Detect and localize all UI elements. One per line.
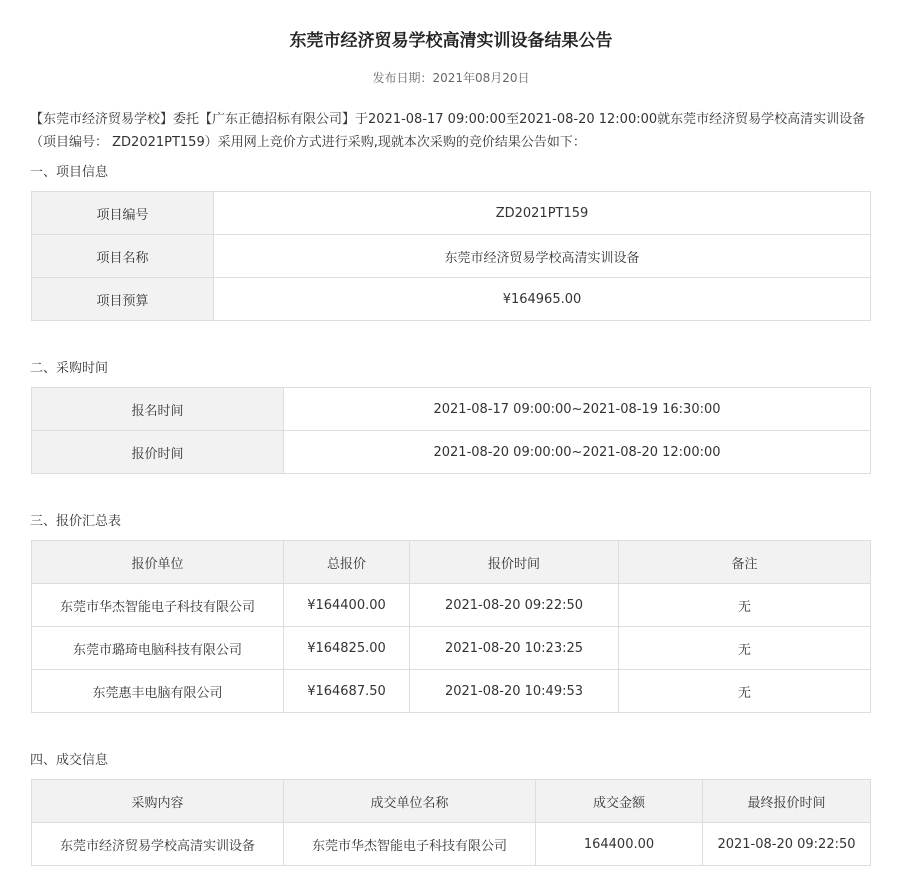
quote-time-label: 报价时间 xyxy=(32,431,284,474)
winning-bidder: 东莞市华杰智能电子科技有限公司 xyxy=(284,823,536,866)
section-heading-quote-summary: 三、报价汇总表 xyxy=(30,514,122,529)
quote-time-value: 2021-08-20 09:00:00~2021-08-20 12:00:00 xyxy=(284,431,871,474)
deal-info-table xyxy=(31,779,871,866)
section-heading-purchase-time: 二、采购时间 xyxy=(30,361,109,376)
bid-time: 2021-08-20 09:22:50 xyxy=(410,584,619,627)
bid-remark: 无 xyxy=(619,584,871,627)
bid-remark: 无 xyxy=(619,670,871,713)
section-heading-deal-info: 四、成交信息 xyxy=(30,753,109,768)
registration-time-value: 2021-08-17 09:00:00~2021-08-19 16:30:00 xyxy=(284,388,871,431)
table-row xyxy=(32,235,871,278)
bid-time: 2021-08-20 10:49:53 xyxy=(410,670,619,713)
table-row xyxy=(32,431,871,474)
project-number-value: ZD2021PT159 xyxy=(214,192,871,235)
bidder-name: 东莞市华杰智能电子科技有限公司 xyxy=(32,584,284,627)
table-row xyxy=(32,278,871,321)
page-title: 东莞市经济贸易学校高清实训设备结果公告 xyxy=(289,31,613,51)
quote-summary-table xyxy=(31,540,871,713)
column-header: 报价单位 xyxy=(32,541,284,584)
project-name-label: 项目名称 xyxy=(32,235,214,278)
table-header-row xyxy=(32,780,871,823)
bid-amount: ¥164825.00 xyxy=(284,627,410,670)
project-name-value: 东莞市经济贸易学校高清实训设备 xyxy=(214,235,871,278)
intro-paragraph: 【东莞市经济贸易学校】委托【广东正德招标有限公司】于2021-08-17 09:00:00至2021-08-20 12:00:00就东莞市经济贸易学校高清实训设备（项目编号： ZD2021PT159）采用网上竞价方式进行采购,现就本次采购的竞价结果公告如下： xyxy=(30,112,866,150)
column-header: 备注 xyxy=(619,541,871,584)
bid-remark: 无 xyxy=(619,627,871,670)
publish-date: 发布日期：2021年08月20日 xyxy=(372,71,530,85)
bid-amount: ¥164400.00 xyxy=(284,584,410,627)
column-header: 成交金额 xyxy=(536,780,703,823)
project-info-table xyxy=(31,191,871,321)
column-header: 总报价 xyxy=(284,541,410,584)
bidder-name: 东莞惠丰电脑有限公司 xyxy=(32,670,284,713)
table-header-row xyxy=(32,541,871,584)
bid-amount: ¥164687.50 xyxy=(284,670,410,713)
purchase-time-table xyxy=(31,387,871,474)
table-row xyxy=(32,670,871,713)
section-heading-project-info: 一、项目信息 xyxy=(30,165,109,180)
deal-content: 东莞市经济贸易学校高清实训设备 xyxy=(32,823,284,866)
final-quote-time: 2021-08-20 09:22:50 xyxy=(703,823,871,866)
registration-time-label: 报名时间 xyxy=(32,388,284,431)
project-number-label: 项目编号 xyxy=(32,192,214,235)
bid-time: 2021-08-20 10:23:25 xyxy=(410,627,619,670)
table-row xyxy=(32,192,871,235)
column-header: 最终报价时间 xyxy=(703,780,871,823)
deal-amount: 164400.00 xyxy=(536,823,703,866)
column-header: 报价时间 xyxy=(410,541,619,584)
table-row xyxy=(32,584,871,627)
bidder-name: 东莞市璐琦电脑科技有限公司 xyxy=(32,627,284,670)
table-row xyxy=(32,823,871,866)
table-row xyxy=(32,627,871,670)
column-header: 采购内容 xyxy=(32,780,284,823)
project-budget-value: ¥164965.00 xyxy=(214,278,871,321)
table-row xyxy=(32,388,871,431)
project-budget-label: 项目预算 xyxy=(32,278,214,321)
column-header: 成交单位名称 xyxy=(284,780,536,823)
